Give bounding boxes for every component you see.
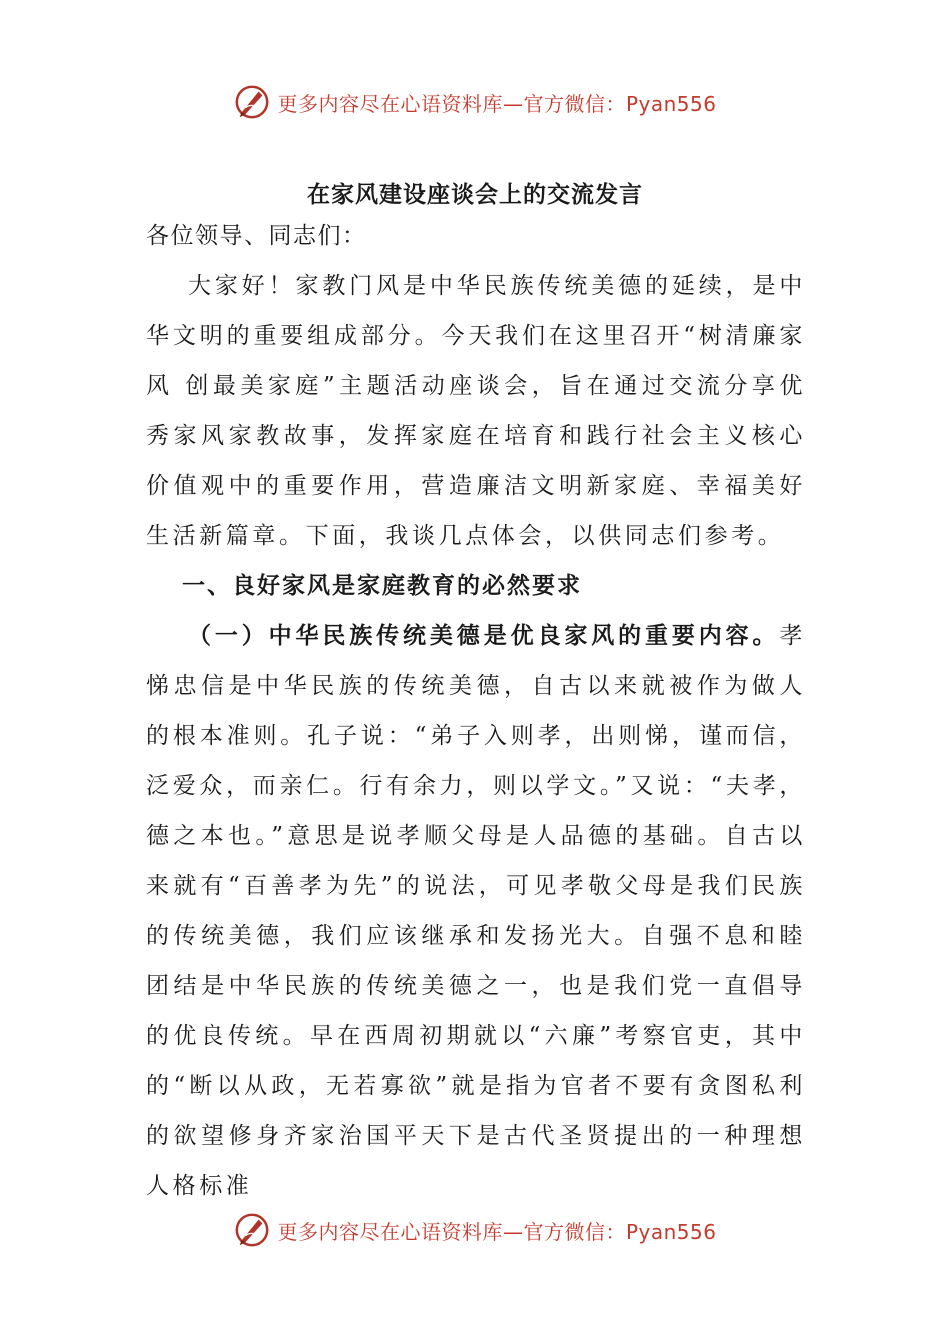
watermark-banner-top — [0, 82, 950, 122]
section-1-heading: 一、良好家风是家庭教育的必然要求 — [182, 572, 582, 599]
pen-logo-icon — [233, 1211, 271, 1249]
page-title: 在家风建设座谈会上的交流发言 — [307, 181, 643, 208]
watermark-banner-bottom — [0, 1210, 950, 1250]
intro-paragraph: 大家好！家教门风是中华民族传统美德的延续，是中华文明的重要组成部分。今天我们在这里召开“树清廉家风 创最美家庭”主题活动座谈会，旨在通过交流分享优秀家风家教故事，发挥家庭在培育和践行社会主义核心价值观中的重要作用，营造廉洁文明新家庭、幸福美好生活新篇章。下面，我谈几点体会，以供同志们参考。 — [146, 273, 806, 549]
subsection-1-paragraph — [146, 611, 806, 1211]
subsection-1-heading: （一）中华民族传统美德是优良家风的重要内容。 — [188, 622, 780, 649]
watermark-text: 更多内容尽在心语资料库—官方微信：Pyan556 — [277, 91, 717, 116]
salutation: 各位领导、同志们： — [146, 223, 367, 249]
document-body — [146, 211, 806, 1211]
watermark-text: 更多内容尽在心语资料库—官方微信：Pyan556 — [277, 1219, 717, 1244]
subsection-1-body: 孝悌忠信是中华民族的传统美德，自古以来就被作为做人的根本准则。孔子说：“弟子入则孝，出则悌，谨而信，泛爱众，而亲仁。行有余力，则以学文。”又说：“夫孝，德之本也。”意思是说孝顺父母是人品德的基础。自古以来就有“百善孝为先”的说法，可见孝敬父母是我们民族的传统美德，我们应该继承和发扬光大。自强不息和睦团结是中华民族的传统美德之一，也是我们党一直倡导的优良传统。早在西周初期就以“六廉”考察官吏，其中的“断以从政，无若寡欲”就是指为官者不要有贪图私利的欲望修身齐家治国平天下是古代圣贤提出的一种理想人格标准 — [146, 623, 806, 1199]
pen-logo-icon — [233, 83, 271, 121]
